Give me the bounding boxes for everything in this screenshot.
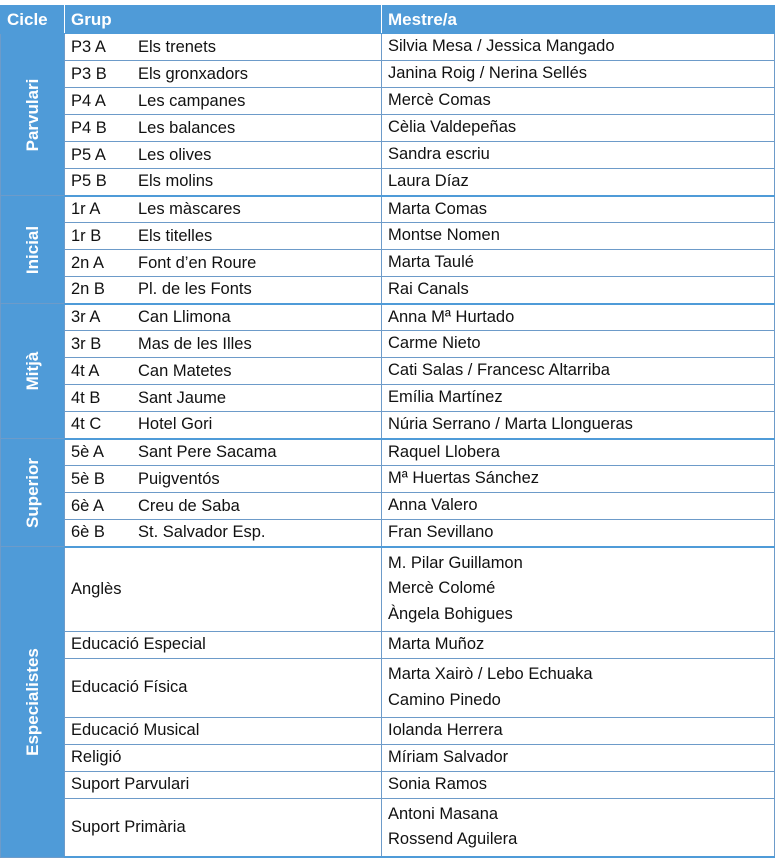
teacher-cell bbox=[382, 277, 775, 304]
teacher-cell bbox=[382, 142, 775, 169]
teacher-name: Sandra escriu bbox=[388, 145, 490, 164]
group-cell bbox=[65, 223, 382, 250]
teacher-cell bbox=[382, 439, 775, 466]
teacher-name: Sonia Ramos bbox=[388, 774, 488, 793]
table-row bbox=[1, 34, 775, 61]
group-code: 2n B bbox=[71, 280, 105, 299]
group-name: Sant Pere Sacama bbox=[138, 442, 277, 461]
group-code: 5è B bbox=[71, 469, 105, 488]
group-cell bbox=[65, 466, 382, 493]
teachers-table bbox=[0, 5, 775, 858]
group-cell bbox=[65, 142, 382, 169]
teacher-cell bbox=[382, 412, 775, 439]
table-row bbox=[1, 250, 775, 277]
group-cell bbox=[65, 61, 382, 88]
teacher-name: Laura Díaz bbox=[388, 172, 469, 190]
cycle-label: Parvulari bbox=[22, 78, 42, 151]
table-row bbox=[1, 520, 775, 547]
group-name: Educació Física bbox=[71, 678, 188, 696]
teacher-name: Iolanda Herrera bbox=[388, 720, 503, 739]
group-code: P4 B bbox=[71, 118, 107, 137]
group-name: Creu de Saba bbox=[138, 496, 240, 515]
table-row bbox=[1, 61, 775, 88]
group-name: Religió bbox=[71, 748, 122, 766]
group-name: Hotel Gori bbox=[138, 415, 213, 434]
group-cell bbox=[65, 250, 382, 277]
teacher-cell bbox=[382, 115, 775, 142]
group-name: Els titelles bbox=[138, 226, 213, 245]
group-cell bbox=[65, 520, 382, 547]
teacher-name: Fran Sevillano bbox=[388, 523, 494, 541]
teacher-name: Mercè Comas bbox=[388, 91, 491, 110]
table-row bbox=[1, 385, 775, 412]
table-row bbox=[1, 658, 775, 717]
group-code: P4 A bbox=[71, 91, 106, 110]
table-row bbox=[1, 412, 775, 439]
group-cell bbox=[65, 547, 382, 632]
group-name: Els molins bbox=[138, 172, 214, 191]
group-cell bbox=[65, 115, 382, 142]
group-cell bbox=[65, 34, 382, 61]
table-row bbox=[1, 304, 775, 331]
cycle-label: Inicial bbox=[22, 225, 42, 274]
teacher-cell bbox=[382, 61, 775, 88]
group-name: St. Salvador Esp. bbox=[138, 523, 266, 542]
group-name: Can Matetes bbox=[138, 361, 232, 380]
teacher-cell bbox=[382, 34, 775, 61]
table-row bbox=[1, 88, 775, 115]
teacher-cell bbox=[382, 169, 775, 196]
group-code: 3r B bbox=[71, 334, 102, 353]
teacher-cell bbox=[382, 466, 775, 493]
group-code: P3 B bbox=[71, 64, 107, 83]
group-code: P5 A bbox=[71, 145, 106, 164]
teacher-cell bbox=[382, 493, 775, 520]
teacher-cell bbox=[382, 331, 775, 358]
teacher-cell bbox=[382, 196, 775, 223]
teacher-name: Míriam Salvador bbox=[388, 747, 509, 766]
group-code: 5è A bbox=[71, 442, 105, 461]
group-name: Sant Jaume bbox=[138, 388, 227, 407]
group-name: Les balances bbox=[138, 118, 236, 137]
teacher-cell bbox=[382, 744, 775, 771]
teacher-name: Núria Serrano / Marta Llongueras bbox=[388, 415, 633, 433]
header-teacher: Mestre/a bbox=[382, 6, 775, 34]
group-name: Font d’en Roure bbox=[138, 253, 257, 272]
table-row bbox=[1, 493, 775, 520]
teacher-cell bbox=[382, 547, 775, 632]
group-cell bbox=[65, 196, 382, 223]
teacher-name: Mª Huertas Sánchez bbox=[388, 469, 540, 488]
teacher-cell bbox=[382, 223, 775, 250]
group-cell bbox=[65, 412, 382, 439]
table-row bbox=[1, 358, 775, 385]
header-group: Grup bbox=[65, 6, 382, 34]
cycle-cell bbox=[1, 439, 65, 547]
group-code: 4t B bbox=[71, 388, 101, 407]
group-code: P5 B bbox=[71, 172, 107, 191]
table-row bbox=[1, 717, 775, 744]
group-name: Les campanes bbox=[138, 91, 246, 110]
cycle-cell bbox=[1, 196, 65, 304]
teacher-name: Antoni Masana bbox=[388, 804, 499, 823]
cycle-cell bbox=[1, 34, 65, 196]
cycle-label: Superior bbox=[22, 457, 42, 528]
group-name: Les màscares bbox=[138, 199, 241, 218]
teacher-name: Anna Valero bbox=[388, 496, 478, 515]
group-cell bbox=[65, 169, 382, 196]
teacher-name: Marta Comas bbox=[388, 199, 488, 218]
group-name: Mas de les Illes bbox=[138, 334, 252, 353]
teacher-name: Marta Xairò / Lebo Echuaka bbox=[388, 665, 593, 683]
teacher-cell bbox=[382, 358, 775, 385]
teacher-name: Camino Pinedo bbox=[388, 690, 501, 709]
group-code: 1r B bbox=[71, 226, 102, 245]
group-code: 4t C bbox=[71, 415, 102, 434]
teacher-cell bbox=[382, 631, 775, 658]
teacher-cell bbox=[382, 385, 775, 412]
teacher-cell bbox=[382, 250, 775, 277]
group-cell bbox=[65, 717, 382, 744]
table-row bbox=[1, 798, 775, 857]
table-body bbox=[1, 34, 775, 858]
table-row bbox=[1, 439, 775, 466]
cycle-label: Mitjà bbox=[22, 351, 42, 391]
group-cell bbox=[65, 331, 382, 358]
table-row bbox=[1, 331, 775, 358]
group-code: P3 A bbox=[71, 37, 106, 56]
group-name: Can Llimona bbox=[138, 307, 231, 326]
group-cell bbox=[65, 771, 382, 798]
table-row bbox=[1, 277, 775, 304]
group-cell bbox=[65, 631, 382, 658]
group-cell bbox=[65, 88, 382, 115]
table-row bbox=[1, 466, 775, 493]
teacher-name: Marta Muñoz bbox=[388, 634, 485, 653]
group-name: Suport Parvulari bbox=[71, 775, 190, 793]
teacher-name: M. Pilar Guillamon bbox=[388, 553, 523, 572]
header-row bbox=[1, 6, 775, 34]
table-row bbox=[1, 771, 775, 798]
group-name: Suport Primària bbox=[71, 817, 186, 836]
teacher-name: Marta Taulé bbox=[388, 253, 474, 272]
group-name: Pl. de les Fonts bbox=[138, 280, 252, 299]
group-cell bbox=[65, 658, 382, 717]
teacher-name: Montse Nomen bbox=[388, 226, 500, 245]
teacher-name: Cèlia Valdepeñas bbox=[388, 118, 517, 137]
group-cell bbox=[65, 439, 382, 466]
group-name: Els trenets bbox=[138, 37, 216, 56]
teacher-name: Anna Mª Hurtado bbox=[388, 307, 515, 326]
teacher-name: Silvia Mesa / Jessica Mangado bbox=[388, 37, 615, 56]
cycle-cell bbox=[1, 547, 65, 858]
teacher-cell bbox=[382, 717, 775, 744]
group-code: 3r A bbox=[71, 307, 101, 326]
group-cell bbox=[65, 358, 382, 385]
cycle-cell bbox=[1, 304, 65, 439]
teacher-cell bbox=[382, 798, 775, 857]
group-name: Puigventós bbox=[138, 469, 220, 488]
group-code: 6è B bbox=[71, 523, 105, 542]
group-cell bbox=[65, 493, 382, 520]
teacher-cell bbox=[382, 88, 775, 115]
table-row bbox=[1, 142, 775, 169]
group-name: Educació Especial bbox=[71, 635, 206, 653]
table-row bbox=[1, 744, 775, 771]
group-name: Els gronxadors bbox=[138, 64, 249, 83]
group-code: 1r A bbox=[71, 199, 101, 218]
table-row bbox=[1, 223, 775, 250]
teacher-name: Carme Nieto bbox=[388, 334, 481, 353]
teacher-name: Àngela Bohigues bbox=[388, 604, 513, 623]
table-row bbox=[1, 547, 775, 632]
teacher-name: Cati Salas / Francesc Altarriba bbox=[388, 361, 610, 380]
group-code: 2n A bbox=[71, 253, 105, 272]
teacher-cell bbox=[382, 304, 775, 331]
group-code: 4t A bbox=[71, 361, 100, 380]
teacher-name: Mercè Colomé bbox=[388, 579, 496, 598]
group-cell bbox=[65, 744, 382, 771]
group-cell bbox=[65, 304, 382, 331]
cycle-label: Especialistes bbox=[22, 647, 42, 756]
teacher-cell bbox=[382, 658, 775, 717]
teacher-name: Janina Roig / Nerina Sellés bbox=[388, 64, 588, 83]
teacher-cell bbox=[382, 771, 775, 798]
group-cell bbox=[65, 277, 382, 304]
table-row bbox=[1, 196, 775, 223]
header-cycle: Cicle bbox=[1, 6, 65, 34]
table-row bbox=[1, 115, 775, 142]
group-cell bbox=[65, 798, 382, 857]
teacher-name: Raquel Llobera bbox=[388, 442, 500, 461]
group-cell bbox=[65, 385, 382, 412]
table-row bbox=[1, 631, 775, 658]
teacher-cell bbox=[382, 520, 775, 547]
teacher-name: Rossend Aguilera bbox=[388, 830, 518, 849]
teacher-name: Emília Martínez bbox=[388, 388, 503, 407]
group-name: Les olives bbox=[138, 145, 212, 164]
group-code: 6è A bbox=[71, 496, 105, 515]
teacher-name: Rai Canals bbox=[388, 280, 469, 298]
table-row bbox=[1, 169, 775, 196]
group-name: Educació Musical bbox=[71, 721, 200, 739]
group-name: Anglès bbox=[71, 579, 122, 598]
